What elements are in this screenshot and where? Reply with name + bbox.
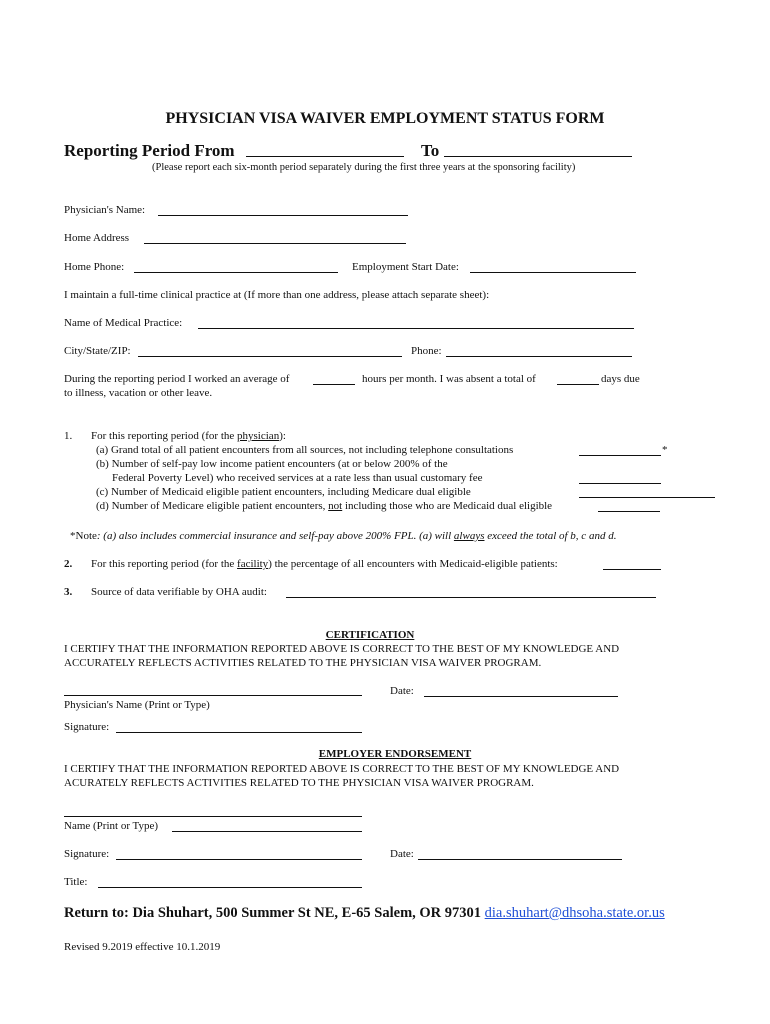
home-phone-field[interactable] [134,272,338,273]
item2-field[interactable] [603,569,661,570]
revised-note: Revised 9.2019 effective 10.1.2019 [64,941,221,953]
certification-line-2: ACCURATELY REFLECTS ACTIVITIES RELATED TO THE PHYSICIAN VISA WAIVER PROGRAM. [64,657,542,669]
item1-intro-pre: For this reporting period (for the [91,430,235,442]
certification-heading: CERTIFICATION [325,629,415,641]
certification-line-1: I CERTIFY THAT THE INFORMATION REPORTED ABOVE IS CORRECT TO THE BEST OF MY KNOWLEDGE AND [64,643,620,655]
physician-name-label: Physician's Name: [64,204,146,216]
item1-a-field[interactable] [579,455,661,456]
item2-pre: For this reporting period (for the [91,558,235,570]
return-email-link[interactable]: dia.shuhart@dhsoha.state.or.us [484,905,665,921]
employer-title-field[interactable] [98,887,362,888]
practice-intro: I maintain a full-time clinical practice at (If more than one address, please attach separate sheet): [64,289,490,301]
certification-date-field[interactable] [424,696,618,697]
item3-field[interactable] [286,597,656,598]
item1-c-field[interactable] [579,497,715,498]
item1-a-star: * [662,444,668,456]
home-phone-label: Home Phone: [64,261,125,273]
home-address-field[interactable] [144,243,406,244]
physician-name-field[interactable] [158,215,408,216]
physician-print-name-field[interactable] [64,695,362,696]
employer-name-field[interactable] [172,831,362,832]
phone-label: Phone: [411,345,442,357]
hours-text-1: During the reporting period I worked an average of [64,373,290,385]
item1-b-text-2: Federal Poverty Level) who received services at a rate less than usual customary fee [112,472,483,484]
item2-text [91,558,558,570]
item1-number: 1. [64,430,73,442]
endorsement-line-1: I CERTIFY THAT THE INFORMATION REPORTED ABOVE IS CORRECT TO THE BEST OF MY KNOWLEDGE AND [64,763,620,775]
form-title-text: PHYSICIAN VISA WAIVER EMPLOYMENT STATUS FORM [165,110,605,127]
reporting-to-field[interactable] [444,156,632,157]
note-always: always [453,530,485,542]
return-address-text: Return to: Dia Shuhart, 500 Summer St NE, E-65 Salem, OR 97301 [64,905,482,921]
reporting-to-label: To [421,141,440,160]
days-absent-field[interactable] [557,384,599,385]
certification-date-label: Date: [390,685,414,697]
item2-facility: facility [237,558,269,570]
note-prefix: *Note [70,530,97,542]
item1-d-field[interactable] [598,511,660,512]
employer-signature-field[interactable] [116,859,362,860]
reporting-from-field[interactable] [246,156,404,157]
physician-print-name-label: Physician's Name (Print or Type) [64,699,210,711]
item1-d-text [96,500,552,512]
item1-b-field[interactable] [579,483,661,484]
item3-text: Source of data verifiable by OHA audit: [91,586,267,598]
practice-name-field[interactable] [198,328,634,329]
item2-number: 2. [64,558,73,570]
item2-post: ) the percentage of all encounters with Medicaid-eligible patients: [268,558,558,570]
item1-intro-post: ): [279,430,286,442]
phone-field[interactable] [446,356,632,357]
physician-signature-field[interactable] [116,732,362,733]
hours-text-3: days due [601,373,640,385]
item1-b-text-1: (b) Number of self-pay low income patient encounters (at or below 200% of the [96,458,448,470]
item1-a-text: (a) Grand total of all patient encounters from all sources, not including telephone consultations [96,444,514,456]
practice-name-label: Name of Medical Practice: [64,317,183,329]
physician-signature-label: Signature: [64,721,110,733]
employer-title-label: Title: [64,876,88,888]
item3-number: 3. [64,586,73,598]
hours-field[interactable] [313,384,355,385]
reporting-from-label: Reporting Period From [64,141,235,160]
endorsement-line-2: ACURATELY REFLECTS ACTIVITIES RELATED TO THE PHYSICIAN VISA WAIVER PROGRAM. [64,777,534,789]
employer-name-label: Name (Print or Type) [64,820,159,832]
employer-date-field[interactable] [418,859,622,860]
home-address-label: Home Address [64,232,130,244]
item1-d-pre: (d) Number of Medicare eligible patient encounters, [96,500,326,512]
hours-text-2: hours per month. I was absent a total of [362,373,536,385]
hours-text-4: to illness, vacation or other leave. [64,387,213,399]
return-address [64,905,665,922]
item1-c-text: (c) Number of Medicaid eligible patient encounters, including Medicare dual eligible [96,486,471,498]
period-note: (Please report each six-month period separately during the first three years at the sponsoring facility) [152,162,576,173]
note-text-pre: : (a) also includes commercial insurance and self-pay above 200% FPL. (a) will [96,530,452,542]
item1-d-post: including those who are Medicaid dual eligible [344,500,553,512]
city-state-zip-label: City/State/ZIP: [64,345,131,357]
note-text-post: exceed the total of b, c and d. [487,530,617,542]
item1-intro-physician: physician [237,430,280,442]
employment-start-label: Employment Start Date: [352,261,459,273]
item1-intro [91,430,286,442]
note-text [70,530,616,542]
employer-date-label: Date: [390,848,414,860]
endorsement-heading: EMPLOYER ENDORSEMENT [318,748,472,760]
endorsement-top-line [64,816,362,817]
form-title [0,110,770,128]
employment-start-field[interactable] [470,272,636,273]
employer-signature-label: Signature: [64,848,110,860]
city-state-zip-field[interactable] [138,356,402,357]
item1-d-not: not [328,500,343,512]
